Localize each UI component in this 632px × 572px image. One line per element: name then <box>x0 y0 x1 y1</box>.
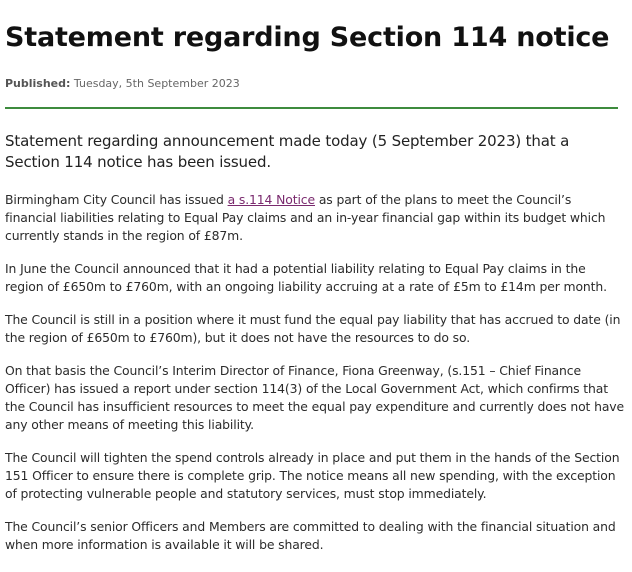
paragraph-4: On that basis the Council’s Interim Director of Finance, Fiona Greenway, (s.151 – Chief Finance Officer) has issued a report under section 114(3) of the Local Government Act, which confirms that the Council has insufficient resources to meet the equal pay expenditure and currently does not have any other means of meeting this liability. <box>5 363 625 432</box>
paragraph-5: The Council will tighten the spend controls already in place and put them in the hands of the Section 151 Officer to ensure there is complete grip. The notice means all new spending, with the exception of protecting vulnerable people and statutory services, must stop immediately. <box>5 450 620 501</box>
page-title: Statement regarding Section 114 notice <box>5 22 610 53</box>
paragraph-6: The Council’s senior Officers and Members are committed to dealing with the financial situation and when more information is available it will be shared. <box>5 519 616 552</box>
published-label: Published: <box>5 77 71 90</box>
paragraph-2: In June the Council announced that it had a potential liability relating to Equal Pay claims in the region of £650m to £760m, with an ongoing liability accruing at a rate of £5m to £14m per month. <box>5 261 607 294</box>
lead-paragraph: Statement regarding announcement made today (5 September 2023) that a Section 114 notice has been issued. <box>5 132 570 171</box>
published-date: Tuesday, 5th September 2023 <box>73 77 240 90</box>
published-line <box>5 77 626 91</box>
title-divider <box>5 107 618 109</box>
paragraph-1-text-end: as part of the plans to meet the Council’s financial liabilities relating to Equal Pay claims and an in-year financial gap within its budget which currently stands in the region of £87m. <box>5 192 606 243</box>
paragraph-1 <box>5 191 626 245</box>
paragraph-3: The Council is still in a position where it must fund the equal pay liability that has accrued to date (in the region of £650m to £760m), but it does not have the resources to do so. <box>5 312 621 345</box>
paragraph-1-text-start: Birmingham City Council has issued <box>5 192 228 207</box>
s114-notice-link[interactable]: a s.114 Notice <box>227 192 315 207</box>
